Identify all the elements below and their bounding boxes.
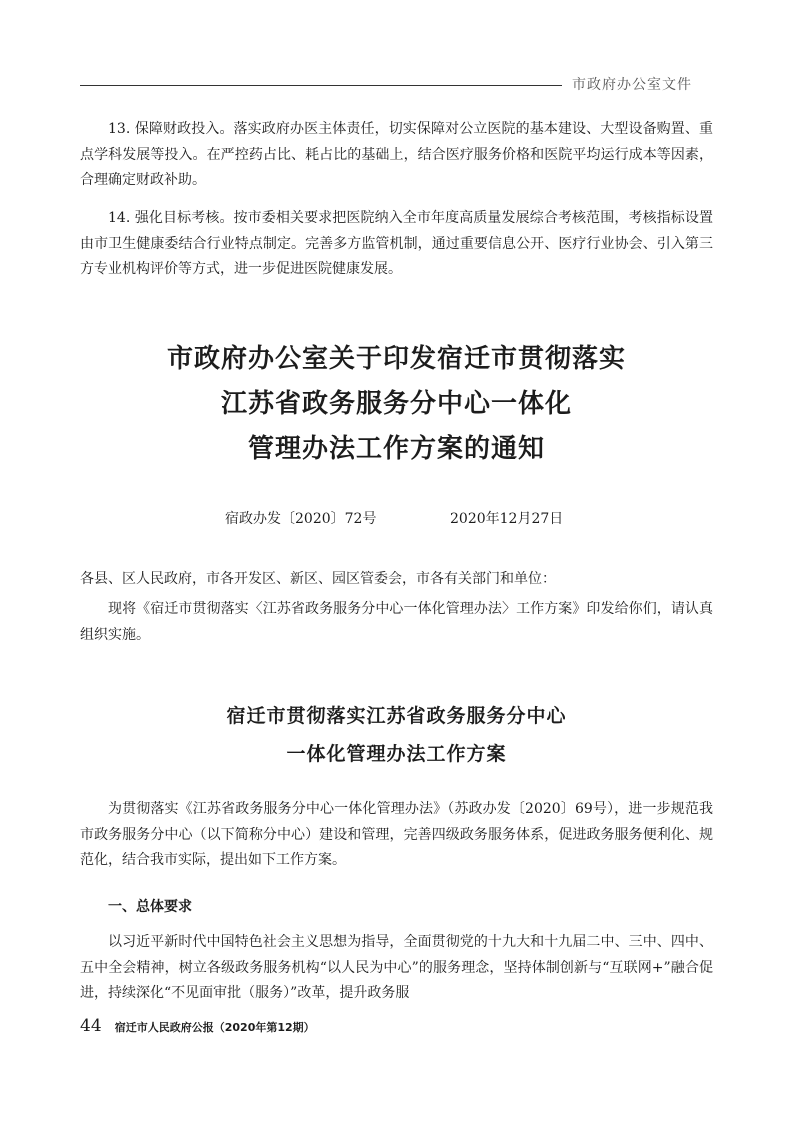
plan-intro: 为贯彻落实《江苏省政务服务分中心一体化管理办法》（苏政办发〔2020〕69号），进一步规范我市政务服务分中心（以下简称分中心）建设和管理，完善四级政务服务体系，促进政务服务便利化、规范化，结合我市实际，提出如下工作方案。 [80, 801, 713, 868]
document-date: 2020年12月27日 [450, 511, 564, 527]
item-14-paragraph: 14. 强化目标考核。按市委相关要求把医院纳入全市年度高质量发展综合考核范围，考核指标设置由市卫生健康委结合行业特点制定。完善多方监管机制，通过重要信息公开、医疗行业协会、引入第三方专业机构评价等方式，进一步促进医院健康发展。 [80, 210, 713, 277]
addressee: 各县、区人民政府，市各开发区、新区、园区管委会，市各有关部门和单位： [80, 571, 556, 587]
section-1-paragraph: 以习近平新时代中国特色社会主义思想为指导，全面贯彻党的十九大和十九届二中、三中、四中、五中全会精神，树立各级政务服务机构“以人民为中心”的服务理念，坚持体制创新与“互联网+”融合促进，持续深化“不见面审批（服务）”改革，提升政务服 [80, 934, 713, 1001]
item-13-paragraph: 13. 保障财政投入。落实政府办医主体责任，切实保障对公立医院的基本建设、大型设备购置、重点学科发展等投入。在严控药占比、耗占比的基础上，结合医疗服务价格和医院平均运行成本等因素，合理确定财政补助。 [80, 121, 713, 188]
plan-title [80, 697, 713, 773]
document-number: 宿政办发〔2020〕72号 [225, 511, 377, 527]
header-title: 市政府办公室文件 [572, 77, 692, 93]
page-footer [80, 1016, 315, 1036]
notice-body: 现将《宿迁市贯彻落实〈江苏省政务服务分中心一体化管理办法〉工作方案》印发给你们，请认真组织实施。 [80, 601, 713, 643]
notice-title [80, 337, 713, 472]
notice-title-line: 江苏省政务服务分中心一体化 [220, 389, 572, 419]
notice-title-line: 市政府办公室关于印发宿迁市贯彻落实 [166, 344, 626, 374]
section-heading: 一、总体要求 [108, 899, 192, 915]
plan-title-line: 宿迁市贯彻落实江苏省政务服务分中心 [226, 705, 567, 727]
header-rule [80, 85, 562, 86]
page-number: 44 [80, 1016, 102, 1036]
notice-title-line: 管理办法工作方案的通知 [247, 434, 545, 464]
plan-title-line: 一体化管理办法工作方案 [286, 743, 507, 765]
publication-name: 宿迁市人民政府公报（2020年第12期） [114, 1021, 315, 1034]
